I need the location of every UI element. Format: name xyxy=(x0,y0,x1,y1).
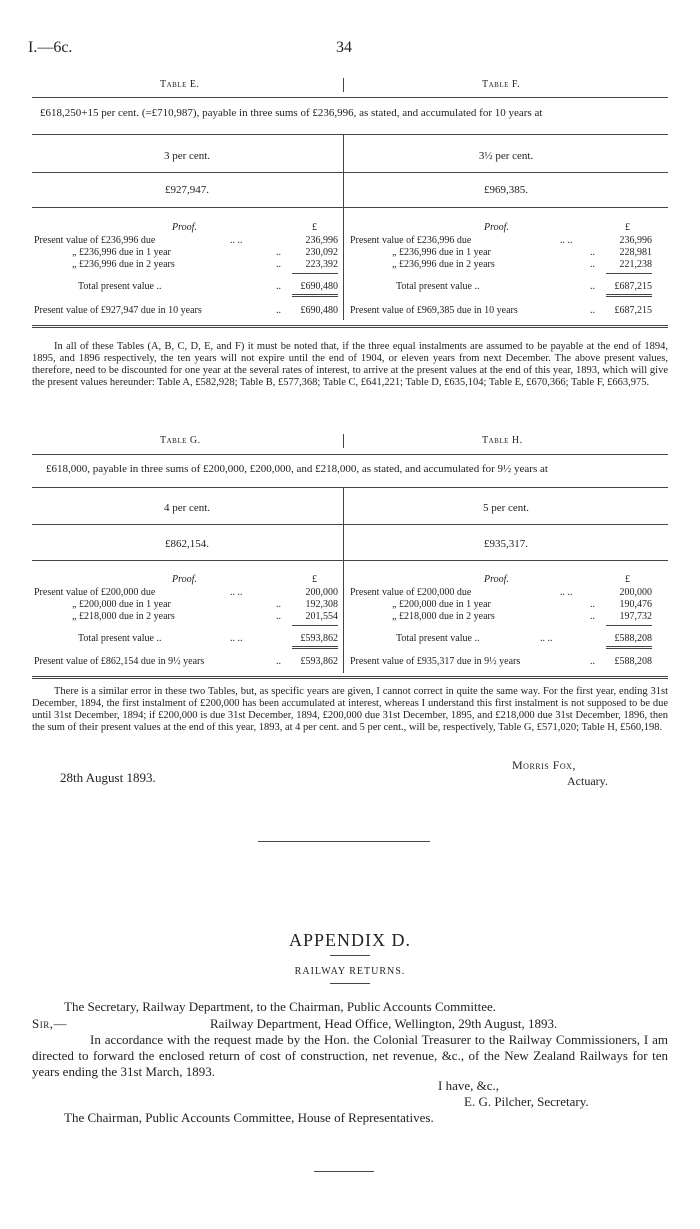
letter-dateline: Railway Department, Head Office, Wellington, 29th August, 1893. xyxy=(210,1016,558,1031)
pv-value: £588,208 xyxy=(614,656,652,667)
table-e-total: £927,947. xyxy=(165,184,209,196)
proof-row-dots: .. xyxy=(590,259,595,270)
proof-row-value: 190,476 xyxy=(619,599,652,610)
table-e-pound: £ xyxy=(312,222,317,233)
total-dots: .. xyxy=(590,281,595,292)
total-value: £588,208 xyxy=(614,633,652,644)
pv-label: Present value of £969,385 due in 10 years xyxy=(350,305,518,316)
proof-row-value: 201,554 xyxy=(305,611,338,622)
table-g-title: Table G. xyxy=(160,435,201,446)
proof-row-label: „ £236,996 due in 1 year xyxy=(72,247,171,258)
proof-row-dots: .. xyxy=(276,247,281,258)
proof-row-label: „ £218,000 due in 2 years xyxy=(392,611,495,622)
document-ref: I.—6c. xyxy=(28,39,73,56)
letter-signature: E. G. Pilcher, Secretary. xyxy=(464,1094,589,1109)
pv-label: Present value of £862,154 due in 9½ years xyxy=(34,656,205,667)
proof-row-label: Present value of £236,996 due xyxy=(34,235,156,246)
proof-row-value: 236,996 xyxy=(305,235,338,246)
proof-row-value: 230,092 xyxy=(305,247,338,258)
appendix-heading: APPENDIX D. xyxy=(288,930,411,950)
signatory-title: Actuary. xyxy=(567,774,608,788)
table-g-rate: 4 per cent. xyxy=(163,502,211,514)
note-tables-a-f: In all of these Tables (A, B, C, D, E, and F) it must be noted that, if the three equal instalments are assumed to be payable at the end of 1894, 1895, and 1896 respectively, the ten years will not expire until the end of 1904, or eleven years from next December. The above present values, therefore, need to be discounted for one year at the several rates of interest, to arrive at the present values at the end of this year, 1893, which will give the present values hereunder: Table A, £582,928; Table B, £577,368; Table C, £641,221; Table D, £635,104; Table E, £670,366; Table F, £663,975. xyxy=(32,341,668,388)
pv-dots: .. xyxy=(276,656,281,667)
proof-row-dots: .. xyxy=(276,611,281,622)
proof-row-value: 223,392 xyxy=(305,259,338,270)
table-f-total: £969,385. xyxy=(484,184,528,196)
table-h-total: £935,317. xyxy=(484,538,528,550)
note-tables-g-h: There is a similar error in these two Tables, but, as specific years are given, I cannot correct in quite the same way. For the first year, ending 31st December, 1894, the first instalment of £200,000 has been accumulated at interest, whereas I understand this first instalment is not supposed to be due until 31st December, 1894; if £200,000 is due 31st December, 1894, £200,000 due 31st December, 1895, and £218,000 due 31st December, 1896, then the sum of their present values at the end of this year, 1893, at 4 per cent. and 5 per cent., will be, respectively, Table G, £571,020; Table H, £560,198. xyxy=(32,686,668,733)
pv-dots: .. xyxy=(590,305,595,316)
letter-body: In accordance with the request made by the Hon. the Colonial Treasurer to the Railway Commissioners, I am directed to forward the enclosed return of cost of construction, net revenue, &c., of the New Zealand Railways for ten years ending the 31st March, 1893. xyxy=(32,1032,668,1079)
proof-row-label: Present value of £200,000 due xyxy=(350,587,472,598)
table-e-proof: Proof. xyxy=(172,222,197,233)
table-f-pound: £ xyxy=(625,222,630,233)
total-label: Total present value .. xyxy=(78,281,162,292)
proof-row-label: „ £236,996 due in 1 year xyxy=(392,247,491,258)
proof-row-value: 200,000 xyxy=(305,587,338,598)
table-h-pound: £ xyxy=(625,574,630,585)
proof-row-value: 200,000 xyxy=(619,587,652,598)
letter-closing: I have, &c., xyxy=(438,1078,500,1093)
total-dots: .. .. xyxy=(540,633,553,644)
proof-row-value: 236,996 xyxy=(619,235,652,246)
total-value: £593,862 xyxy=(300,633,338,644)
pv-label: Present value of £935,317 due in 9½ years xyxy=(350,656,521,667)
table-h-title: Table H. xyxy=(482,435,523,446)
letter-salutation: Sir,— xyxy=(32,1016,67,1031)
proof-row-label: „ £236,996 due in 2 years xyxy=(72,259,175,270)
total-value: £687,215 xyxy=(614,281,652,292)
pv-value: £690,480 xyxy=(300,305,338,316)
proof-row-label: „ £218,000 due in 2 years xyxy=(72,611,175,622)
proof-row-label: „ £236,996 due in 2 years xyxy=(392,259,495,270)
pv-dots: .. xyxy=(590,656,595,667)
pv-value: £687,215 xyxy=(614,305,652,316)
table-gh-caption: £618,000, payable in three sums of £200,000, £200,000, and £218,000, as stated, and accumulated for 9½ years at xyxy=(46,463,548,475)
total-value: £690,480 xyxy=(300,281,338,292)
table-f-title: Table F. xyxy=(482,79,521,90)
proof-row-dots: .. xyxy=(590,599,595,610)
table-h-rate: 5 per cent. xyxy=(482,502,530,514)
total-label: Total present value .. xyxy=(396,633,480,644)
proof-row-dots: .. xyxy=(590,247,595,258)
proof-row-label: „ £200,000 due in 1 year xyxy=(392,599,491,610)
proof-row-dots: .. .. xyxy=(560,235,573,246)
total-label: Total present value .. xyxy=(396,281,480,292)
pv-dots: .. xyxy=(276,305,281,316)
proof-row-dots: .. .. xyxy=(560,587,573,598)
table-h-proof: Proof. xyxy=(484,574,509,585)
table-g-pound: £ xyxy=(312,574,317,585)
proof-row-dots: .. xyxy=(276,259,281,270)
proof-row-dots: .. .. xyxy=(230,587,243,598)
report-date: 28th August 1893. xyxy=(60,770,156,785)
pv-label: Present value of £927,947 due in 10 years xyxy=(34,305,202,316)
table-f-proof: Proof. xyxy=(484,222,509,233)
signatory-name: Morris Fox, xyxy=(512,758,576,772)
table-g-total: £862,154. xyxy=(165,538,209,550)
letter-address-line: The Secretary, Railway Department, to the Chairman, Public Accounts Committee. xyxy=(64,999,497,1014)
pv-value: £593,862 xyxy=(300,656,338,667)
total-label: Total present value .. xyxy=(78,633,162,644)
table-e-rate: 3 per cent. xyxy=(163,150,211,162)
table-f-rate: 3½ per cent. xyxy=(478,150,534,162)
table-e-title: Table E. xyxy=(160,79,200,90)
total-dots: .. .. xyxy=(230,633,243,644)
proof-row-label: „ £200,000 due in 1 year xyxy=(72,599,171,610)
proof-row-value: 192,308 xyxy=(305,599,338,610)
letter-recipient: The Chairman, Public Accounts Committee, House of Representatives. xyxy=(64,1110,434,1125)
table-ef-caption: £618,250+15 per cent. (=£710,987), payable in three sums of £236,996, as stated, and accumulated for 10 years at xyxy=(40,107,543,119)
proof-row-dots: .. xyxy=(276,599,281,610)
appendix-subheading: RAILWAY RETURNS. xyxy=(294,966,406,977)
proof-row-label: Present value of £200,000 due xyxy=(34,587,156,598)
proof-row-label: Present value of £236,996 due xyxy=(350,235,472,246)
proof-row-value: 228,981 xyxy=(619,247,652,258)
page-number: 34 xyxy=(336,39,352,56)
proof-row-dots: .. .. xyxy=(230,235,243,246)
table-g-proof: Proof. xyxy=(172,574,197,585)
proof-row-dots: .. xyxy=(590,611,595,622)
proof-row-value: 197,732 xyxy=(619,611,652,622)
proof-row-value: 221,238 xyxy=(619,259,652,270)
total-dots: .. xyxy=(276,281,281,292)
